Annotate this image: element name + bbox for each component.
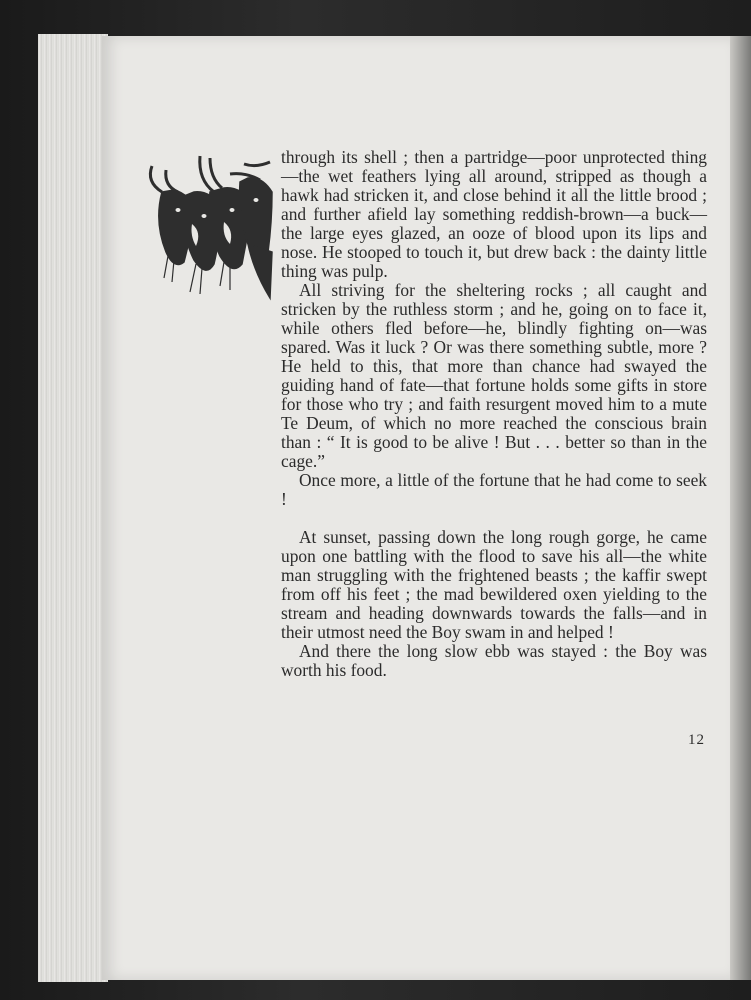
paragraph: Once more, a little of the fortune that he had come to seek ! bbox=[281, 470, 707, 509]
paragraph: And there the long slow ebb was stayed : the Boy was worth his food. bbox=[281, 641, 707, 680]
page-gutter-right bbox=[730, 36, 751, 980]
page-number: 12 bbox=[688, 732, 705, 748]
paragraph: All striving for the sheltering rocks ; all caught and stricken by the ruthless storm ; and he, going on to face it, while others fled before—he, blindly fighting on—was spared. Was it luck ? Or was there something subtle, more ? He held to this, that more than chance had swayed the guiding hand of fate—that fortune holds some gifts in store for those who try ; and faith resurgent moved him to a mute Te Deum, of which no more reached the conscious brain than : “ It is good to be alive ! But . . . better so than in the cage.” bbox=[281, 280, 707, 471]
page-stack-edge bbox=[38, 34, 108, 982]
paragraph: through its shell ; then a partridge—poor unprotected thing—the wet feathers lying all around, stripped as though a hawk had stricken it, and close behind it all the little brood ; and further afield lay something reddish-brown—a buck—the large eyes glazed, an ooze of blood upon its lips and nose. He stooped to touch it, but drew back : the dainty little thing was pulp. bbox=[281, 147, 707, 281]
body-text bbox=[281, 148, 707, 680]
paragraph: At sunset, passing down the long rough gorge, he came upon one battling with the flood to save his all—the white man struggling with the frightened beasts ; the kaffir swept from off his feet ; the mad bewildered oxen yielding to the stream and heading downwards towards the falls—and in their utmost need the Boy swam in and helped ! bbox=[281, 527, 707, 642]
oxen-illustration-icon bbox=[144, 152, 274, 302]
